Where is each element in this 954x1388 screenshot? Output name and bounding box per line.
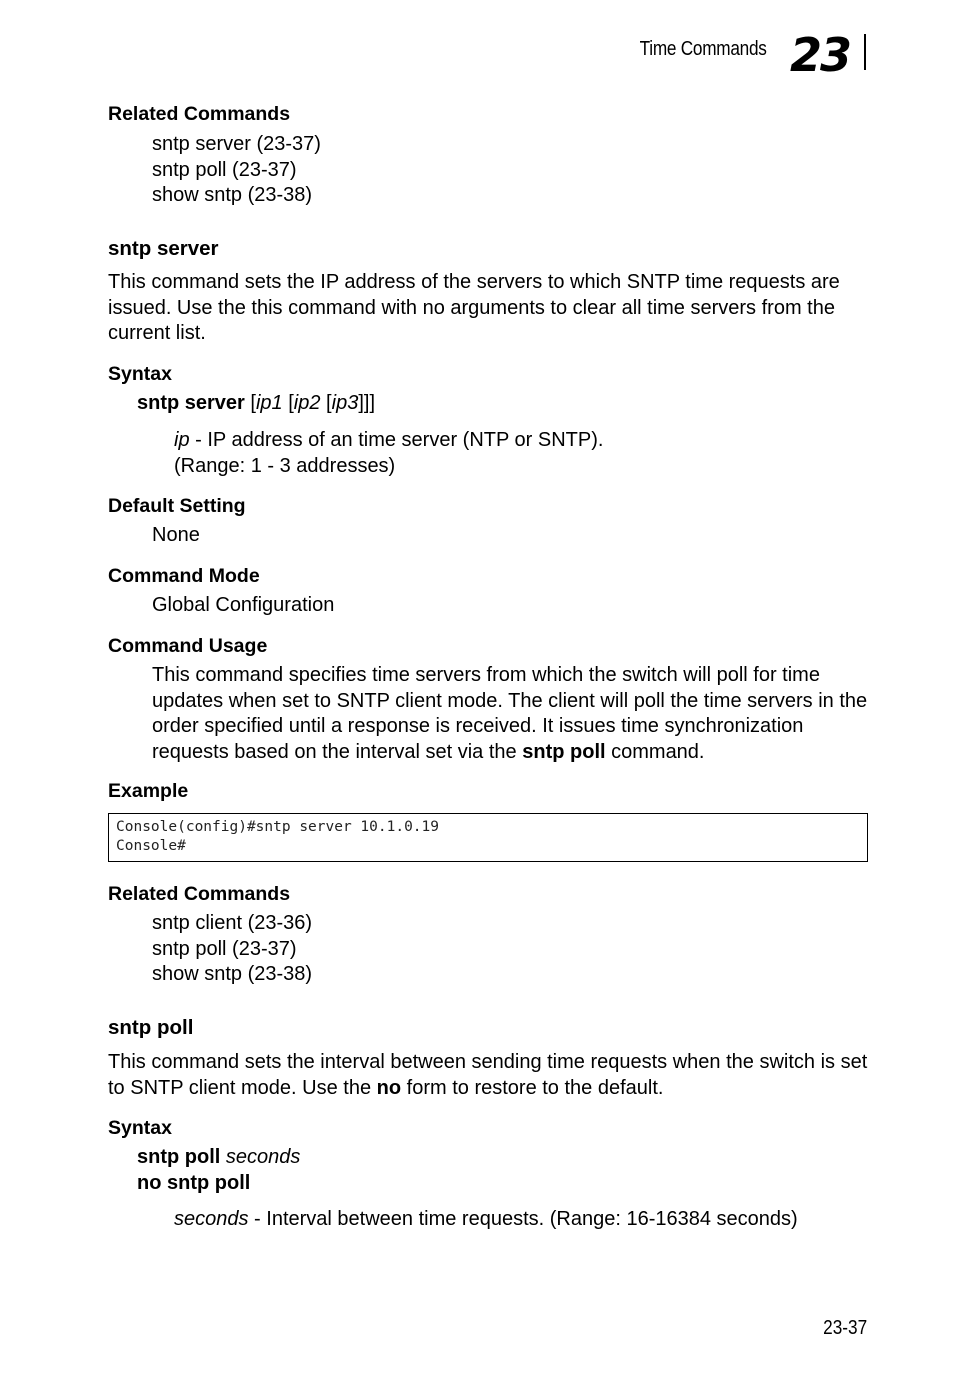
example-heading: Example xyxy=(108,780,189,802)
syntax-bracket: [ xyxy=(282,392,294,414)
syntax-bracket: [ xyxy=(244,392,256,414)
command-mode-value: Global Configuration xyxy=(152,594,335,616)
command-title-sntp-server: sntp server xyxy=(108,237,219,260)
code-line: Console# xyxy=(116,838,186,854)
default-setting-heading: Default Setting xyxy=(108,495,246,517)
description-bold: no xyxy=(376,1076,402,1099)
related-commands-list xyxy=(152,132,321,209)
usage-bold-command: sntp poll xyxy=(522,740,606,763)
syntax-heading: Syntax xyxy=(108,1117,172,1139)
syntax-param: ip2 xyxy=(293,392,321,414)
syntax-param: seconds xyxy=(220,1146,301,1168)
parameter-description xyxy=(174,428,603,479)
command-usage-heading: Command Usage xyxy=(108,635,268,657)
related-commands-heading: Related Commands xyxy=(108,103,291,125)
description-text: This command sets the interval between sending time requests when the switch is set to SNTP client mode. Use the xyxy=(108,1051,868,1099)
related-command-item: show sntp (23-38) xyxy=(152,963,313,985)
syntax-heading: Syntax xyxy=(108,363,172,385)
code-line: Console(config)#sntp server 10.1.0.19 xyxy=(116,819,440,835)
syntax-bracket: ]]] xyxy=(358,392,375,414)
chapter-divider xyxy=(864,34,866,70)
param-text: - IP address of an time server (NTP or SNTP). xyxy=(189,429,604,451)
command-title-sntp-poll: sntp poll xyxy=(108,1016,194,1039)
syntax-command: sntp poll xyxy=(137,1146,221,1168)
related-command-item: sntp server (23-37) xyxy=(152,133,321,155)
related-command-item: show sntp (23-38) xyxy=(152,184,313,206)
param-name: ip xyxy=(174,429,190,451)
command-description: This command sets the IP address of the servers to which SNTP time requests are issued. Use the this command with no arguments to clear all time servers from the current list. xyxy=(108,271,840,344)
related-command-item: sntp client (23-36) xyxy=(152,912,313,934)
usage-text: This command specifies time servers from which the switch will poll for time updates when set to SNTP client mode. The client will poll the time servers in the order specified until a response is received. It issues time synchronization requests based on the interval set via the xyxy=(152,664,868,763)
param-text: - Interval between time requests. (Range: 16-16384 seconds) xyxy=(248,1208,798,1230)
related-command-item: sntp poll (23-37) xyxy=(152,158,297,181)
command-description xyxy=(108,1050,868,1101)
syntax-line xyxy=(137,391,375,417)
example-code-box xyxy=(108,813,868,862)
command-usage-text xyxy=(152,663,868,765)
related-commands-list xyxy=(152,911,312,988)
related-command-item: sntp poll (23-37) xyxy=(152,937,297,960)
syntax-param: ip3 xyxy=(331,392,359,414)
usage-text: command. xyxy=(605,740,705,763)
syntax-lines xyxy=(137,1145,300,1196)
default-setting-value: None xyxy=(152,524,200,546)
syntax-param: ip1 xyxy=(255,392,283,414)
syntax-bracket: [ xyxy=(320,392,332,414)
chapter-number: 23 xyxy=(790,28,851,82)
description-text: form to restore to the default. xyxy=(401,1076,664,1099)
related-commands-heading: Related Commands xyxy=(108,883,291,905)
param-name: seconds xyxy=(174,1208,249,1230)
command-mode-heading: Command Mode xyxy=(108,565,260,587)
running-header-title: Time Commands xyxy=(640,38,767,60)
param-range: (Range: 1 - 3 addresses) xyxy=(174,454,396,477)
page-number: 23-37 xyxy=(823,1317,867,1339)
syntax-command: sntp server xyxy=(137,392,245,414)
syntax-no-command: no sntp poll xyxy=(137,1171,251,1194)
parameter-description xyxy=(174,1207,798,1233)
